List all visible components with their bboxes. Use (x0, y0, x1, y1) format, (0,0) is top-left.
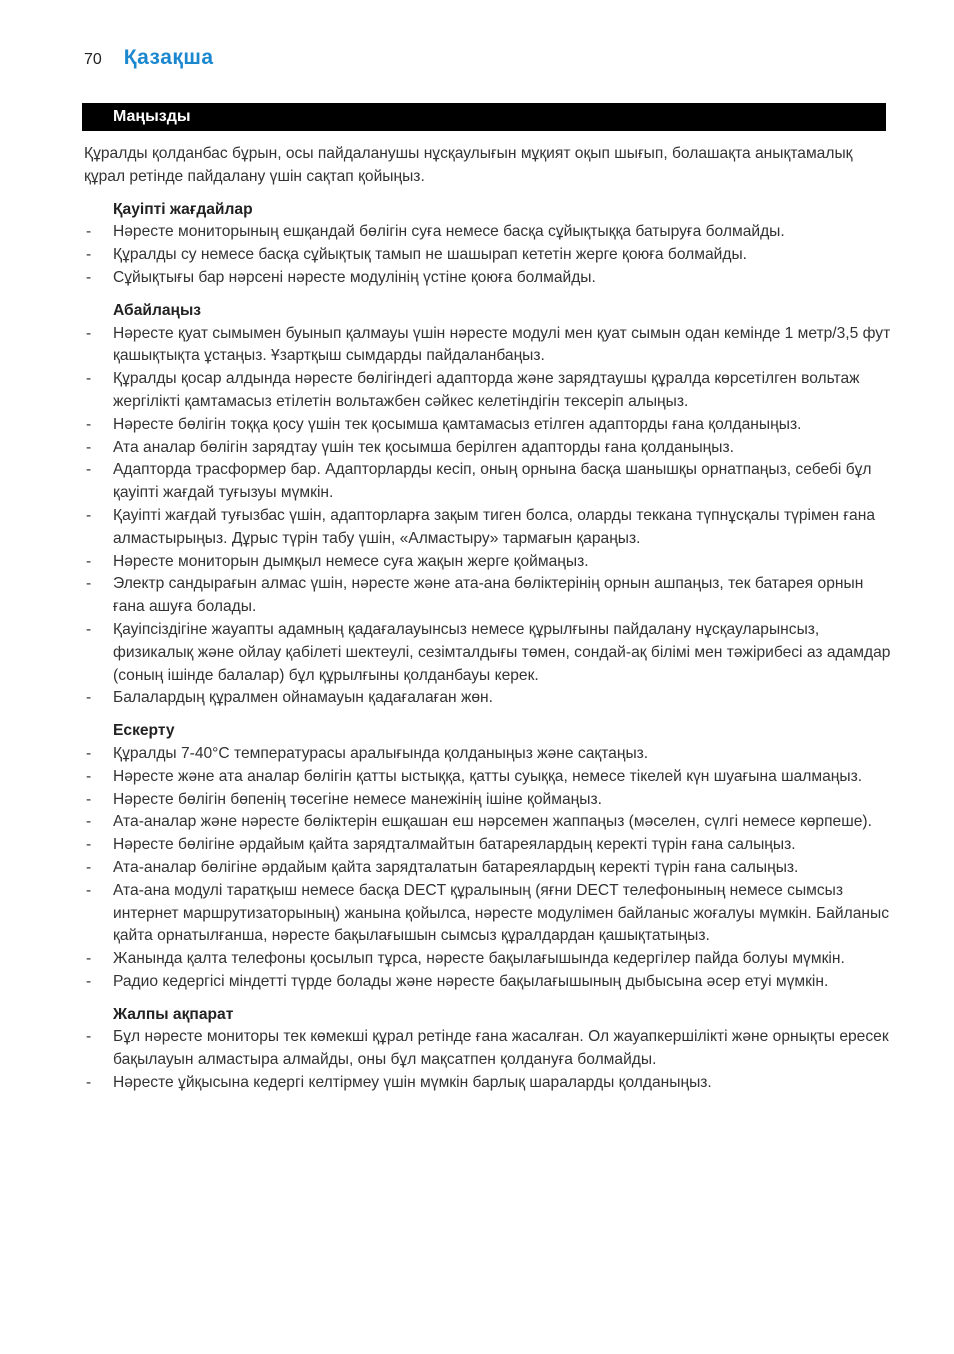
bullet-dash: - (86, 223, 92, 241)
bullet-dash: - (86, 1074, 92, 1092)
bullet-dash: - (86, 268, 92, 286)
bullet-dash: - (86, 1028, 92, 1046)
list-item-text: Радио кедергісі міндетті түрде болады және нәресте бақылағышының дыбысына әсер етуі мүмкін. (113, 972, 829, 990)
list-item-text: Адапторда трасформер бар. Адапторларды кесіп, оның орнына басқа шанышқы орнатпаңыз, себебі бұл қауіпті жағдай туғызуы мүмкін. (113, 461, 872, 502)
list-item (84, 505, 892, 551)
sections-container (84, 199, 892, 1095)
list-item-text: Ата-аналар және нәресте бөліктерін ешқашан еш нәрсемен жаппаңыз (мәселен, сүлгі немесе көрпеше). (113, 813, 872, 831)
list-item-text: Ата-аналар бөлігіне әрдайым қайта зарядталатын батареялардың керекті түрін ғана салыңыз. (113, 858, 799, 876)
bullet-dash: - (86, 689, 92, 707)
bullet-dash: - (86, 370, 92, 388)
list-item (84, 1072, 892, 1095)
list-item-text: Құралды 7-40°C температурасы аралығында қолданыңыз және сақтаңыз. (113, 744, 649, 762)
bullet-dash: - (86, 972, 92, 990)
document-body (84, 143, 892, 1105)
list-item (84, 573, 892, 619)
list-item-text: Нәресте қуат сымымен буынып қалмауы үшін нәресте модулі мен қуат сымын одан кемінде 1 метр/3,5 фут қашықтықта ұстаңыз. Ұзартқыш сымдарды пайдаланбаңыз. (113, 324, 891, 365)
list-item (84, 459, 892, 505)
list-item-text: Электр сандырағын алмас үшін, нәресте және ата-ана бөліктерінің орнын ашпаңыз, тек батарея орнын ғана ашуға болады. (113, 575, 864, 616)
list-item-text: Нәресте бөлігін бөпенің төсегіне немесе манежінің ішіне қоймаңыз. (113, 790, 602, 808)
section-heading: Абайлаңыз (113, 301, 202, 319)
bullet-dash: - (86, 438, 92, 456)
list-item-text: Балалардың құралмен ойнамауын қадағалаған жөн. (113, 689, 493, 707)
bullet-list (84, 323, 892, 711)
list-item (84, 267, 892, 290)
list-item (84, 766, 892, 789)
list-item-text: Нәресте ұйқысына кедергі келтірмеу үшін мүмкін барлық шараларды қолданыңыз. (113, 1074, 712, 1092)
intro-paragraph: Құралды қолданбас бұрын, осы пайдаланушы нұсқаулығын мұқият оқып шығып, болашақта анықтамалық құрал ретінде пайдалану үшін сақтап қойыңыз. (84, 145, 853, 185)
bullet-dash: - (86, 575, 92, 593)
bullet-dash: - (86, 767, 92, 785)
list-item (84, 221, 892, 244)
list-item-text: Бұл нәресте мониторы тек көмекші құрал ретінде ғана жасалған. Ол жауапкершілікті және орнықты ересек бақылауын алмастыра алмайды, оны бұл мақсатпен қолдануға болмайды. (113, 1028, 889, 1069)
list-item (84, 244, 892, 267)
list-item (84, 368, 892, 414)
list-item (84, 857, 892, 880)
list-item (84, 1026, 892, 1072)
list-item (84, 414, 892, 437)
list-item (84, 323, 892, 369)
list-item (84, 834, 892, 857)
bullet-dash: - (86, 620, 92, 638)
list-item (84, 948, 892, 971)
list-item (84, 811, 892, 834)
bullet-dash: - (86, 552, 92, 570)
list-item-text: Сұйықтығы бар нәрсені нәресте модулінің үстіне қоюға болмайды. (113, 268, 596, 286)
list-item-text: Нәресте және ата аналар бөлігін қатты ыстыққа, қатты суыққа, немесе тікелей күн шуағына шалмаңыз. (113, 767, 863, 785)
bullet-dash: - (86, 415, 92, 433)
page-header (84, 46, 214, 76)
bullet-list (84, 1026, 892, 1094)
bullet-dash: - (86, 858, 92, 876)
section-title-bar (82, 103, 886, 131)
bullet-dash: - (86, 506, 92, 524)
list-item (84, 743, 892, 766)
list-item-text: Нәресте мониторының ешқандай бөлігін суға немесе басқа сұйықтыққа батыруға болмайды. (113, 223, 785, 241)
list-item (84, 551, 892, 574)
bullet-dash: - (86, 461, 92, 479)
list-item-text: Жанында қалта телефоны қосылып тұрса, нәресте бақылағышында кедергілер пайда болуы мүмкін. (113, 950, 845, 968)
section-heading: Ескерту (113, 722, 175, 740)
list-item-text: Ата-ана модулі таратқыш немесе басқа DECT құралының (яғни DECT телефонының немесе сымсыз интернет маршрутизаторының) жанына қойылса, нәресте модулімен байланыс жоғалуы мүмкін. Байланыс қайта орнатылғанша, нәресте бақылағышын сымсыз құралдардан қашықтатыңыз. (113, 881, 890, 945)
bullet-dash: - (86, 744, 92, 762)
bullet-dash: - (86, 813, 92, 831)
section-title: Маңызды (113, 108, 191, 125)
list-item-text: Ата аналар бөлігін зарядтау үшін тек қосымша берілген адапторды ғана қолданыңыз. (113, 438, 734, 456)
section-heading: Қауіпті жағдайлар (113, 200, 253, 218)
bullet-dash: - (86, 881, 92, 899)
list-item (84, 880, 892, 948)
bullet-list (84, 221, 892, 289)
language-title: Қазақша (123, 46, 214, 69)
list-item-text: Нәресте бөлігін тоққа қосу үшін тек қосымша қамтамасыз етілген адапторды ғана қолданыңыз. (113, 415, 802, 433)
list-item-text: Нәресте мониторын дымқыл немесе суға жақын жерге қоймаңыз. (113, 552, 589, 570)
list-item (84, 619, 892, 687)
list-item-text: Құралды қосар алдында нәресте бөлігіндегі адапторда және зарядтаушы құралда көрсетілген вольтаж жергілікті қамтамасыз етілетін вольтажбен сәйкес келетіндігін тексеріп алыңыз. (113, 370, 860, 410)
list-item (84, 789, 892, 812)
list-item (84, 687, 892, 710)
bullet-dash: - (86, 836, 92, 854)
list-item (84, 971, 892, 994)
page-number: 70 (84, 51, 102, 68)
bullet-list (84, 743, 892, 994)
bullet-dash: - (86, 246, 92, 264)
list-item (84, 437, 892, 460)
list-item-text: Қауіпсіздігіне жауапты адамның қадағалауынсыз немесе құрылғыны пайдалану нұсқауларынсыз, физикалық және ойлау қабілеті шектеулі, сезімталдығы төмен, сондай-ақ білімі мен тәжірибесі аз адамдар (соның ішінде балалар) бұл құрылғыны қолданбауы керек. (113, 620, 891, 684)
bullet-dash: - (86, 324, 92, 342)
list-item-text: Нәресте бөлігіне әрдайым қайта зарядталмайтын батареялардың керекті түрін ғана салыңыз. (113, 836, 796, 854)
bullet-dash: - (86, 790, 92, 808)
bullet-dash: - (86, 950, 92, 968)
list-item-text: Құралды су немесе басқа сұйықтық тамып не шашырап кететін жерге қоюға болмайды. (113, 246, 747, 264)
section-heading: Жалпы ақпарат (113, 1005, 234, 1023)
list-item-text: Қауіпті жағдай туғызбас үшін, адапторларға зақым тиген болса, оларды теккана түпнұсқалы түрімен ғана алмастырыңыз. Дұрыс түрін табу үшін, «Алмастыру» тармағын қараңыз. (113, 506, 876, 547)
